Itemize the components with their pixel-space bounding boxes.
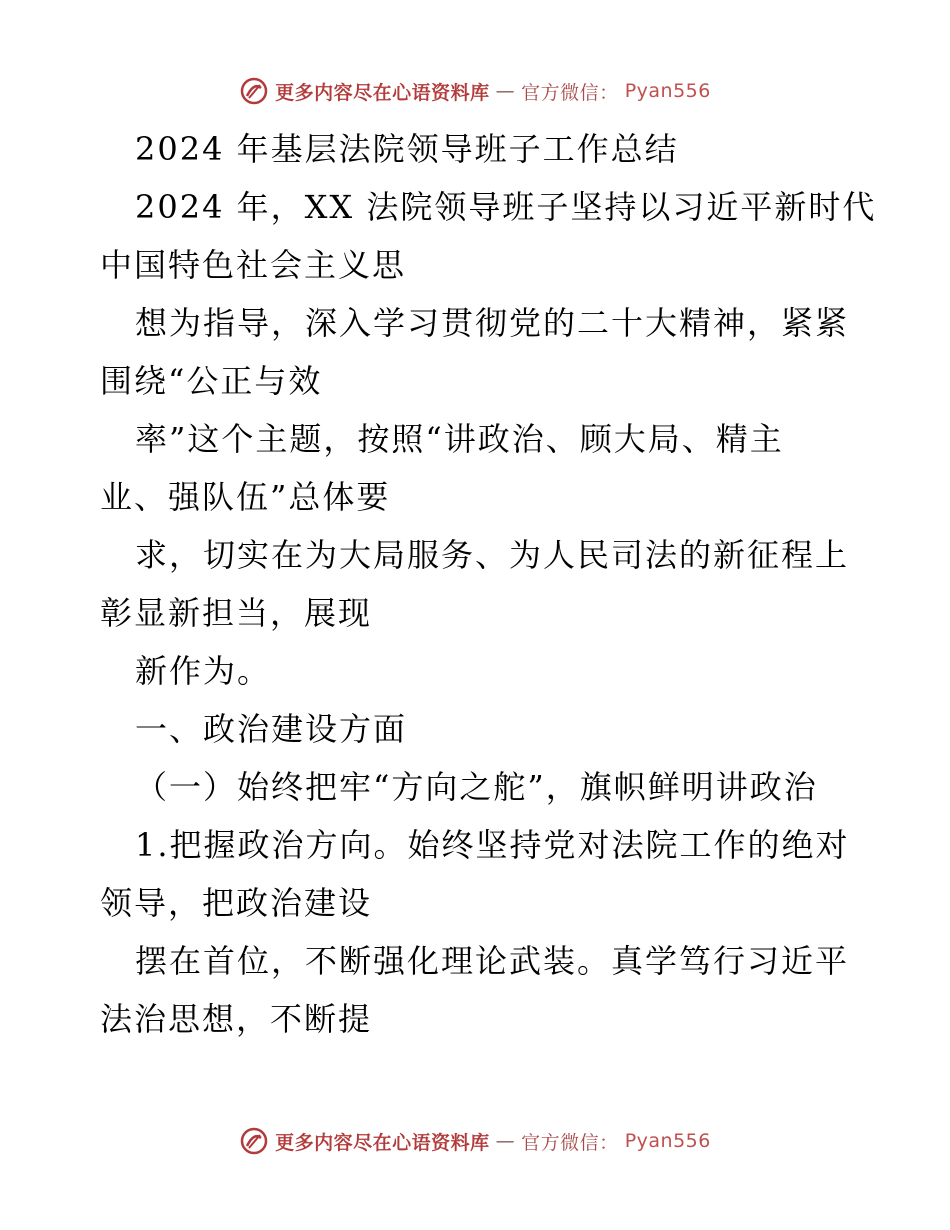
header-watermark [0, 76, 950, 106]
watermark-brand: 更多内容尽在心语资料库 [275, 81, 490, 104]
paragraph [100, 410, 860, 526]
text-line: 2024 年，XX 法院领导班子坚持以习近平新时代 [135, 188, 877, 226]
text-line: 围绕“公正与效 [100, 362, 323, 400]
text-line: 法治思想，不断提 [100, 1000, 373, 1038]
text-line: 想为指导，深入学习贯彻党的二十大精神，紧紧 [135, 304, 850, 342]
text-line: 业、强队伍”总体要 [100, 478, 391, 516]
paragraph [100, 526, 860, 642]
subsection-heading [100, 758, 860, 816]
document-title [100, 120, 895, 178]
text-line: （一）始终把牢“方向之舵”，旗帜鲜明讲政治 [135, 768, 818, 806]
text-line: 率”这个主题，按照“讲政治、顾大局、精主 [135, 420, 784, 458]
paragraph [100, 294, 860, 410]
watermark-account: Pyan556 [624, 1130, 711, 1152]
text-line: 中国特色社会主义思 [100, 246, 407, 284]
text-line: 彰显新担当，展现 [100, 594, 373, 632]
watermark-account: Pyan556 [624, 80, 711, 102]
watermark-official: 官方微信： [521, 81, 619, 104]
footer-watermark [0, 1126, 950, 1156]
paragraph [100, 816, 860, 932]
text-line: 摆在首位，不断强化理论武装。真学笃行习近平 [135, 942, 850, 980]
paragraph [100, 178, 877, 294]
stamp-logo-icon [239, 76, 269, 106]
watermark-official: 官方微信： [521, 1131, 619, 1154]
paragraph [100, 642, 860, 700]
text-line: 1.把握政治方向。始终坚持党对法院工作的绝对 [135, 826, 850, 864]
text-line: 2024 年基层法院领导班子工作总结 [135, 130, 679, 168]
stamp-logo-icon [239, 1126, 269, 1156]
text-line: 新作为。 [135, 652, 272, 690]
watermark-separator: — [495, 80, 516, 102]
text-line: 领导，把政治建设 [100, 884, 373, 922]
text-line: 一、政治建设方面 [135, 710, 408, 748]
paragraph [100, 932, 860, 1048]
watermark-brand: 更多内容尽在心语资料库 [275, 1131, 490, 1154]
watermark-separator: — [495, 1130, 516, 1152]
section-heading [100, 700, 860, 758]
text-line: 求，切实在为大局服务、为人民司法的新征程上 [135, 536, 850, 574]
